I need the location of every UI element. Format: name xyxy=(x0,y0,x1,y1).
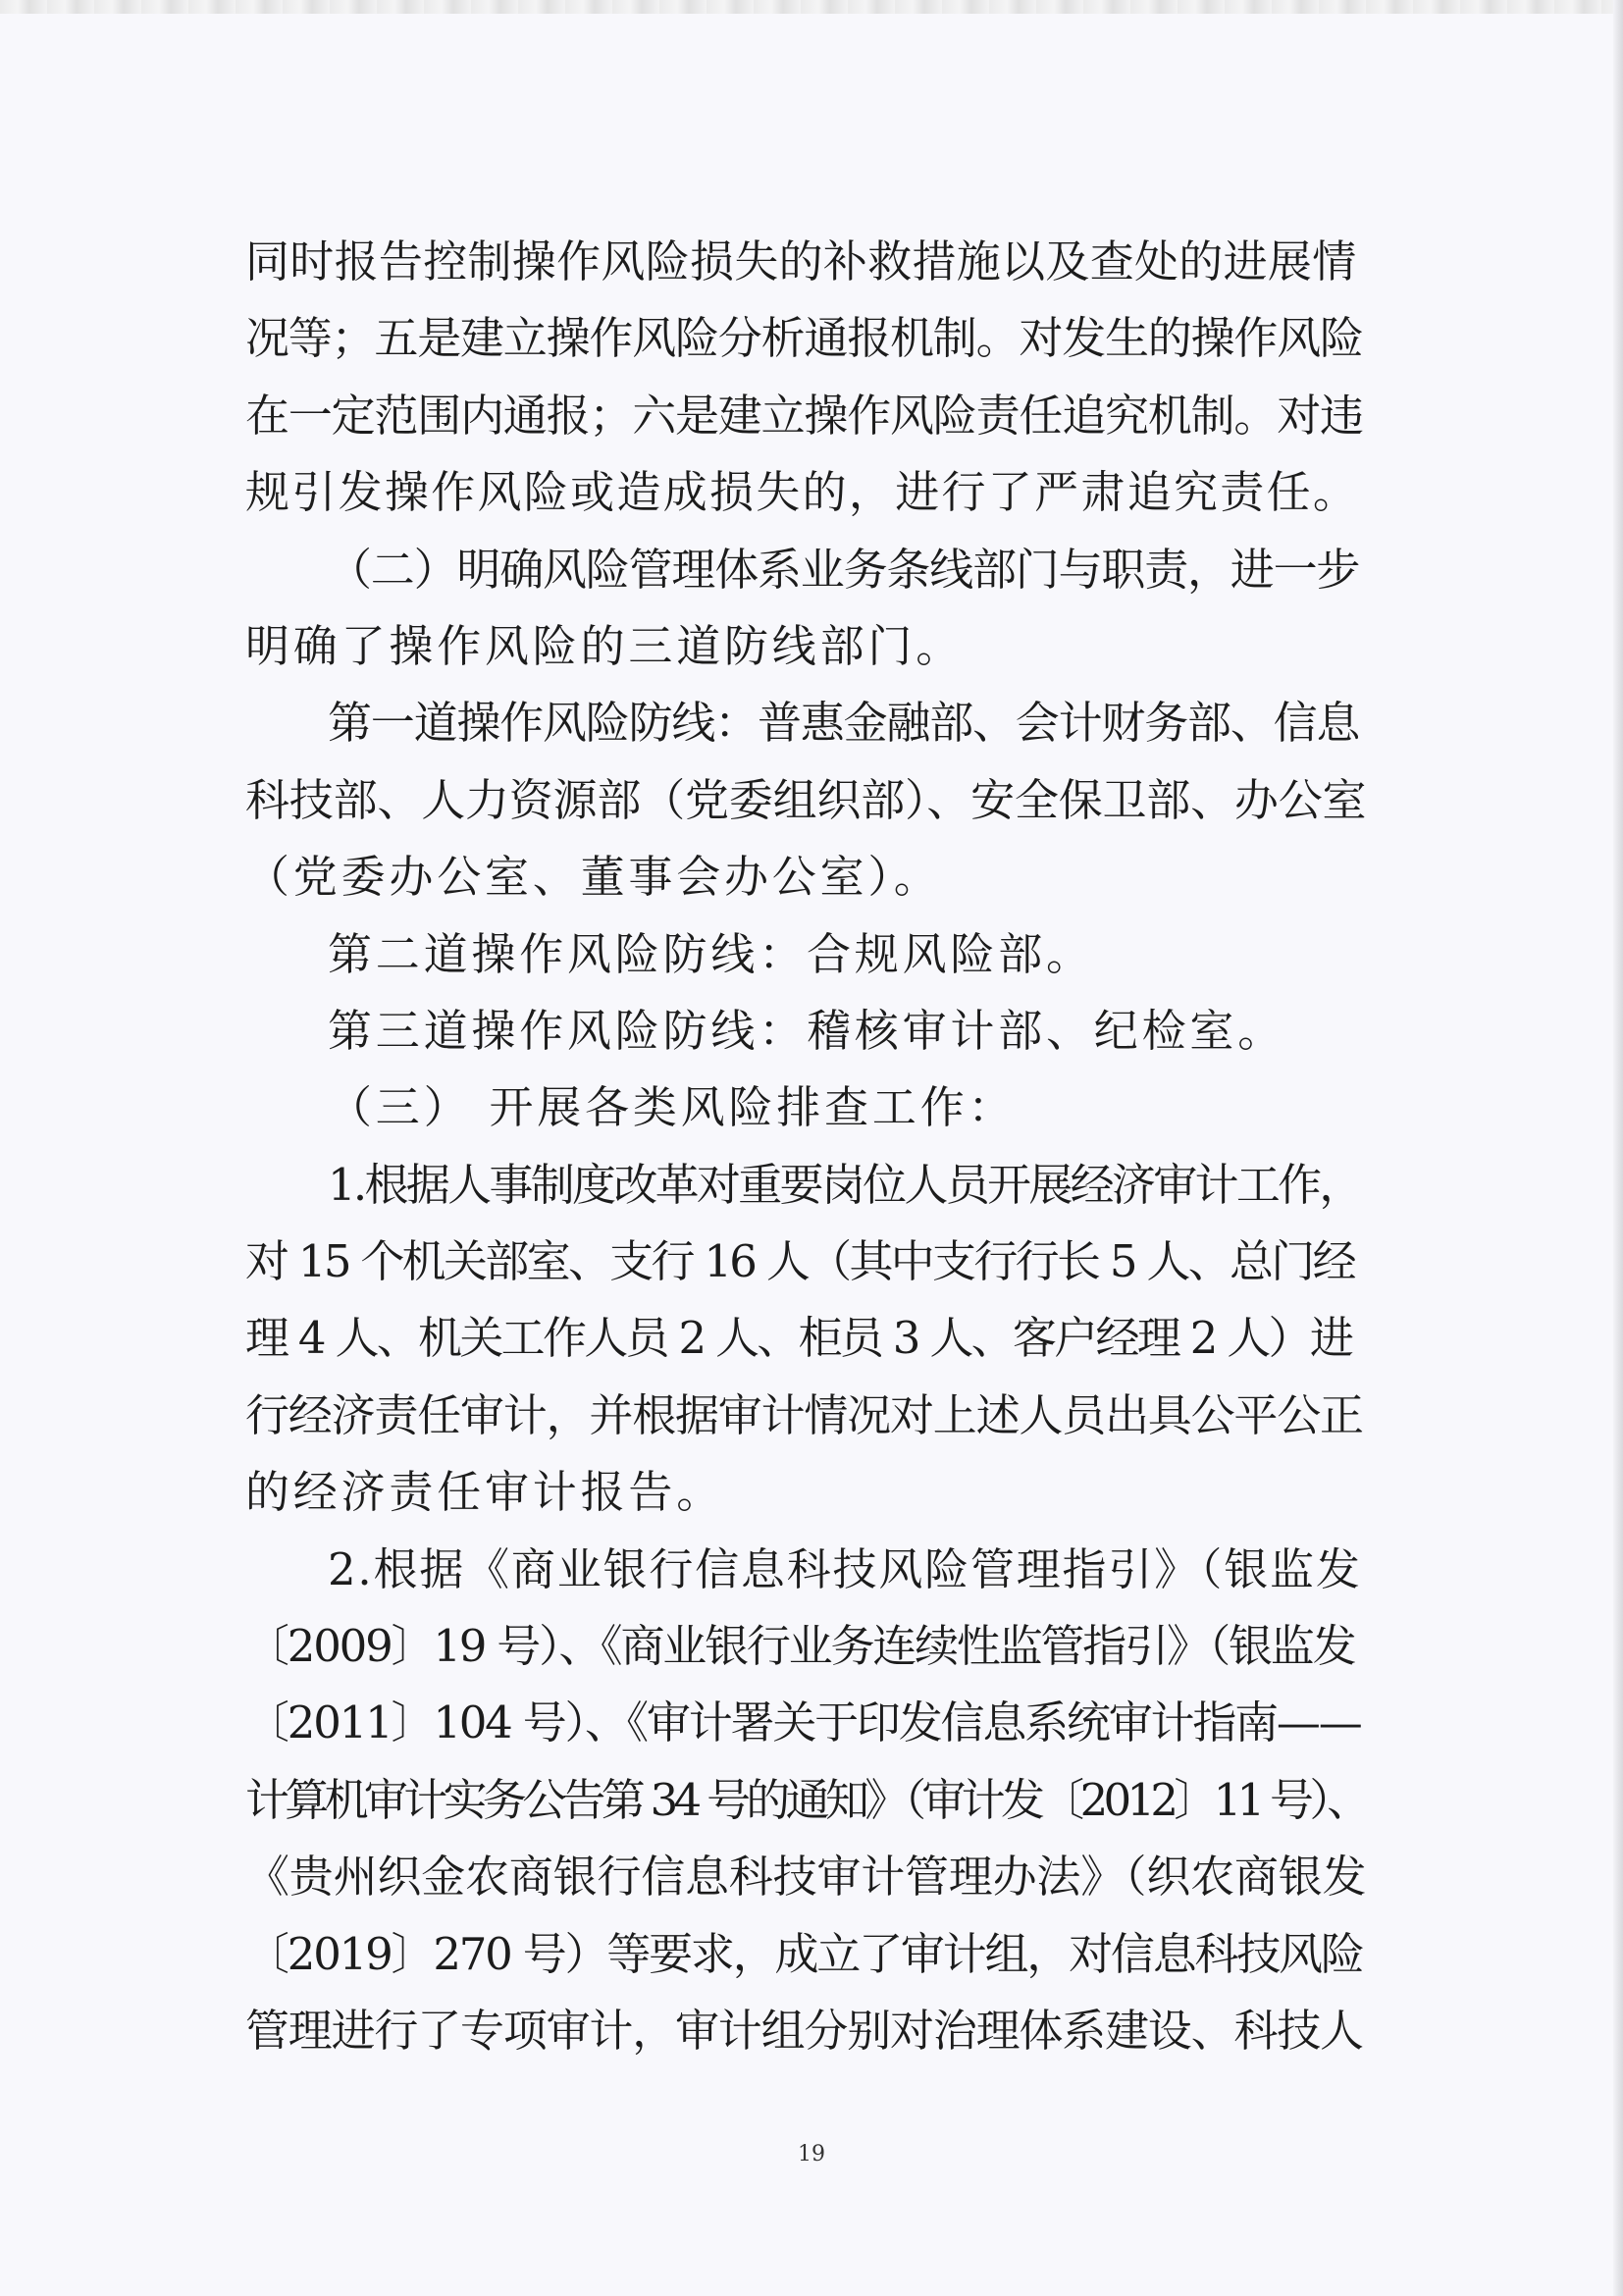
text-line: 同时报告控制操作风险损失的补救措施以及查处的进展情 xyxy=(245,235,1357,287)
text-line: 1.根据人事制度改革对重要岗位人员开展经济审计工作， xyxy=(328,1158,1361,1211)
text-line: 第二道操作风险防线：合规风险部。 xyxy=(328,927,1094,980)
text-line: 第三道操作风险防线：稽核审计部、纪检室。 xyxy=(328,1004,1286,1057)
text-line: 〔2011〕104 号）、《审计署关于印发信息系统审计指南—— xyxy=(245,1696,1361,1749)
text-line: 理 4 人、机关工作人员 2 人、柜员 3 人、客户经理 2 人）进 xyxy=(245,1312,1352,1365)
text-line: 明确了操作风险的三道防线部门。 xyxy=(245,619,965,672)
text-line: 计算机审计实务公告第 34 号的通知》（审计发〔2012〕11 号）、 xyxy=(245,1773,1367,1826)
body-text xyxy=(245,224,1366,2069)
text-line: 2.根据《商业银行信息科技风险管理指引》（银监发 xyxy=(328,1542,1362,1595)
text-line: （三） 开展各类风险排查工作： xyxy=(328,1081,1017,1134)
text-line: （二）明确风险管理体系业务条线部门与职责，进一步 xyxy=(328,543,1360,596)
text-line: 《贵州织金农商银行信息科技审计管理办法》（织农商银发 xyxy=(245,1851,1367,1904)
text-line: 管理进行了专项审计，审计组分别对治理体系建设、科技人 xyxy=(245,2004,1363,2057)
text-line: 规引发操作风险或造成损失的，进行了严肃追究责任。 xyxy=(245,466,1360,519)
scan-edge-right xyxy=(1613,0,1623,2296)
text-line: 对 15 个机关部室、支行 16 人（其中支行行长 5 人、总门经 xyxy=(245,1235,1354,1288)
text-line: （党委办公室、董事会办公室）。 xyxy=(245,851,942,904)
text-line: 〔2019〕270 号）等要求，成立了审计组，对信息科技风险 xyxy=(245,1927,1363,1980)
text-line: 第一道操作风险防线：普惠金融部、会计财务部、信息 xyxy=(328,697,1360,750)
text-line: 在一定范围内通报；六是建立操作风险责任追究机制。对违 xyxy=(245,389,1363,442)
text-line: 的经济责任审计报告。 xyxy=(245,1466,725,1519)
scan-edge-top xyxy=(0,0,1623,14)
text-line: 〔2009〕19 号）、《商业银行业务连续性监管指引》（银监发 xyxy=(245,1620,1355,1673)
text-line: 行经济责任审计，并根据审计情况对上述人员出具公平公正 xyxy=(245,1388,1363,1441)
page-number: 19 xyxy=(798,2142,825,2166)
text-line: 况等；五是建立操作风险分析通报机制。对发生的操作风险 xyxy=(245,312,1363,365)
text-line: 科技部、人力资源部（党委组织部）、安全保卫部、办公室 xyxy=(245,773,1367,826)
